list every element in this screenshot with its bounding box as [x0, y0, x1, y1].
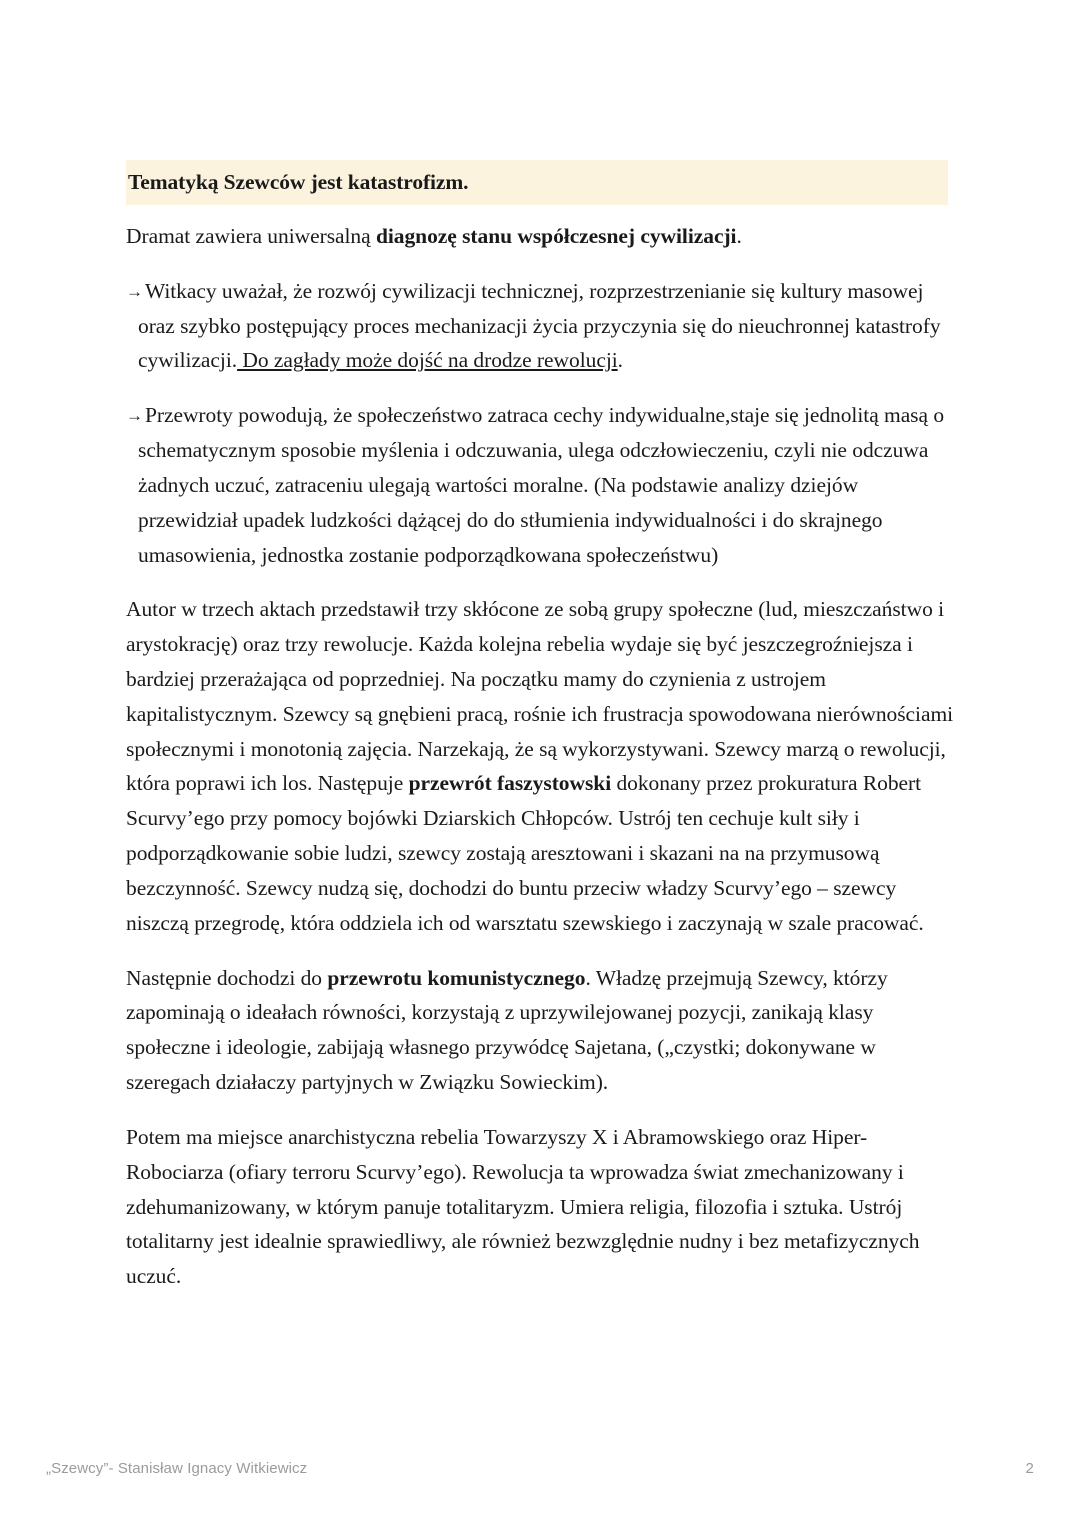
intro-lead-text: Dramat zawiera uniwersalną [126, 223, 376, 248]
body-paragraph-1 [126, 592, 956, 940]
footer-source-label: „Szewcy”- Stanisław Ignacy Witkiewicz [46, 1459, 308, 1477]
arrow-paragraph-1-tail: . [617, 348, 623, 373]
intro-tail-text: . [736, 223, 742, 248]
page-footer [46, 1455, 1040, 1481]
document-body [126, 160, 956, 1294]
arrow-paragraph-2-text: Przewroty powodują, że społeczeństwo zatraca cechy indywidualne,staje się jednolitą masą o schematycznym sposobie myślenia i odczuwania, ulega odczłowieczeniu, czyli nie odczuwa żadnych uczuć, zatraceniu ulegają wartości moralne. (Na podstawie analizy dziejów przewidział upadek ludzkości dążącej do do stłumienia indywidualności i do skrajnego umasowienia, jednostka zostanie podporządkowana społeczeństwu) [138, 403, 945, 567]
arrow-right-icon: → [126, 281, 143, 301]
intro-paragraph [126, 219, 956, 254]
body-paragraph-1-bold: przewrót faszystowski [408, 771, 612, 796]
arrow-paragraph-1-text: Witkacy uważał, że rozwój cywilizacji technicznej, rozprzestrzenianie się kultury masowej oraz szybko postępujący proces mechanizacji życia przyczynia się do nieuchronnej katastrofy cywilizacji. [138, 278, 941, 373]
body-paragraph-3 [126, 1120, 956, 1294]
body-paragraph-2-part2: . Władzę przejmują Szewcy, którzy zapominają o ideałach równości, korzystają z uprzywilejowanej pozycji, zanikają klasy społeczne i ideologie, zabijają własnego przywódcę Sajetana, („czystki; dokonywane w szeregach działaczy partyjnych w Związku Sowieckim). [126, 965, 888, 1095]
arrow-paragraph-2 [126, 398, 956, 572]
body-paragraph-1-part2: dokonany przez prokuratura Robert Scurvy’ego przy pomocy bojówki Dziarskich Chłopców. Ustrój ten cechuje kult siły i podporządkowanie sobie ludzi, szewcy zostają aresztowani i skazani na na przymusową bezczynność. Szewcy nudzą się, dochodzi do buntu przeciw władzy Scurvy’ego – szewcy niszczą przegrodę, która oddziela ich od warsztatu szewskiego i zaczynają w szale pracować. [126, 771, 924, 935]
highlighted-heading [126, 160, 948, 205]
body-paragraph-1-part1: Autor w trzech aktach przedstawił trzy skłócone ze sobą grupy społeczne (lud, mieszczaństwo i arystokrację) oraz trzy rewolucje. Każda kolejna rebelia wydaje się być jeszczegroźniejsza i bardziej przerażająca od poprzedniej. Na początku mamy do czynienia z ustrojem kapitalistycznym. Szewcy są gnębieni pracą, rośnie ich frustracja spowodowana nierównościami społecznymi i monotonią zajęcia. Narzekają, że są wykorzystywani. Szewcy marzą o rewolucji, która poprawi ich los. Następuje [126, 597, 954, 796]
intro-bold-phrase: diagnozę stanu współczesnej cywilizacji [375, 223, 737, 248]
arrow-paragraph-1-underlined: Do zagłady może dojść na drodze rewolucji [237, 348, 618, 373]
footer-page-number: 2 [1025, 1459, 1034, 1477]
arrow-right-icon: → [126, 406, 143, 426]
page-title: Tematyką Szewców jest katastrofizm. [128, 170, 469, 194]
body-paragraph-2-part1: Następnie dochodzi do [126, 965, 328, 990]
body-paragraph-2-bold: przewrotu komunistycznego [327, 965, 586, 990]
arrow-paragraph-1 [126, 274, 956, 378]
body-paragraph-3-text: Potem ma miejsce anarchistyczna rebelia Towarzyszy X i Abramowskiego oraz Hiper-Robociarza (ofiary terroru Scurvy’ego). Rewolucja ta wprowadza świat zmechanizowany i zdehumanizowany, w którym panuje totalitaryzm. Umiera religia, filozofia i sztuka. Ustrój totalitarny jest idealnie sprawiedliwy, ale również bezwzględnie nudny i bez metafizycznych uczuć. [126, 1124, 920, 1289]
body-paragraph-2 [126, 961, 956, 1100]
